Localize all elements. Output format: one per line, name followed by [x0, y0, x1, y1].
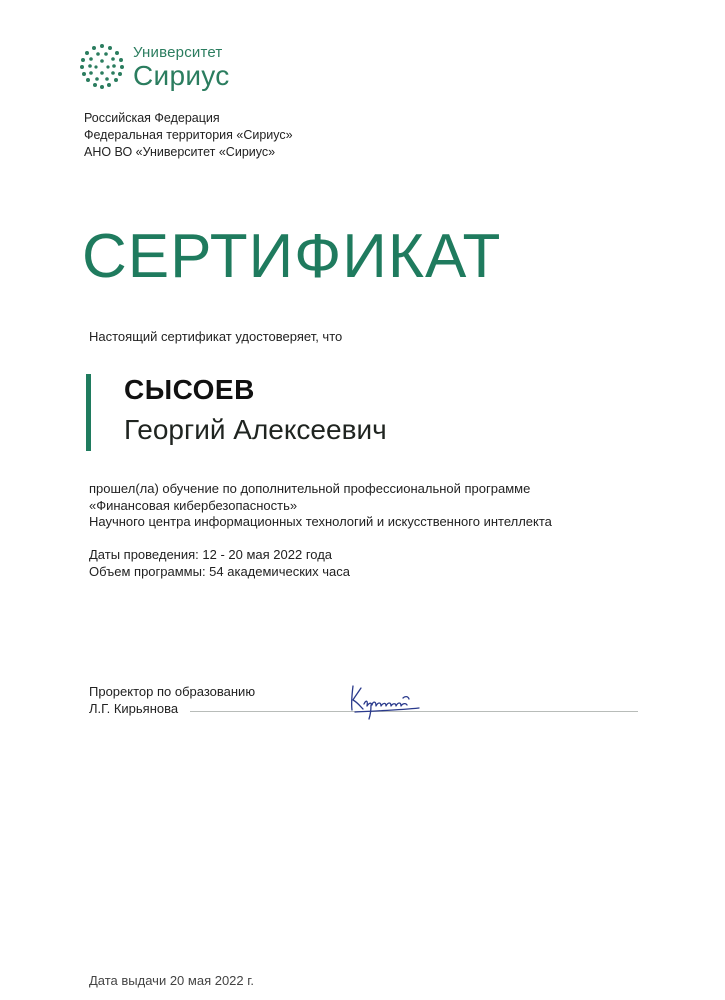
- program-line-completed: прошел(ла) обучение по дополнительной профессиональной программе: [89, 481, 531, 496]
- certificate-intro: Настоящий сертификат удостоверяет, что: [89, 329, 343, 344]
- handwritten-signature: [345, 676, 425, 722]
- issuer-organization: АНО ВО «Университет «Сириус»: [84, 145, 276, 159]
- program-volume: Объем программы: 54 академических часа: [89, 564, 350, 579]
- program-dates: Даты проведения: 12 - 20 мая 2022 года: [89, 547, 333, 562]
- issuer-territory: Федеральная территория «Сириус»: [84, 128, 293, 142]
- recipient-given-names: Георгий Алексеевич: [124, 414, 387, 445]
- signatory-role: Проректор по образованию: [89, 684, 256, 699]
- dots-logo-icon: [78, 42, 126, 90]
- logo-wordmark: [133, 44, 230, 91]
- logo-line-university: Университет: [133, 44, 223, 61]
- name-accent-bar: [86, 374, 91, 451]
- program-center: Научного центра информационных технологий и искусственного интеллекта: [89, 514, 552, 529]
- issue-date: Дата выдачи 20 мая 2022 г.: [89, 973, 255, 988]
- program-description: [89, 481, 552, 531]
- issuer-country: Российская Федерация: [84, 111, 220, 125]
- logo-line-sirius: Сириус: [133, 60, 230, 91]
- program-details: [89, 546, 350, 580]
- signatory-name: Л.Г. Кирьянова: [89, 701, 179, 716]
- certificate-title: СЕРТИФИКАТ: [82, 222, 502, 291]
- program-name: «Финансовая кибербезопасность»: [89, 497, 298, 513]
- recipient-surname: СЫСОЕВ: [124, 374, 255, 405]
- issuer-block: [84, 110, 293, 161]
